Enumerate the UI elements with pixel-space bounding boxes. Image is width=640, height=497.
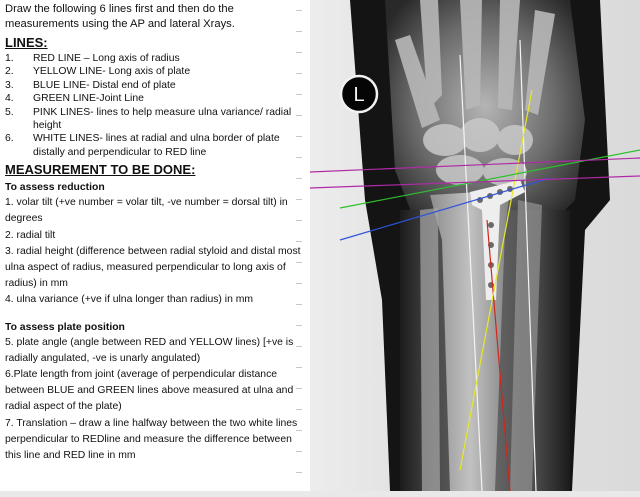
intro-text: Draw the following 6 lines first and then do the measurements using the AP and lateral Xrays.	[5, 3, 235, 30]
instructions-panel	[5, 2, 305, 464]
list-item-number: 6.	[5, 133, 14, 145]
lines-list	[5, 52, 305, 159]
side-marker-label: L	[353, 84, 365, 106]
list-item	[5, 92, 305, 105]
wrist-xray-image	[310, 0, 640, 491]
lines-heading: LINES:	[5, 35, 48, 50]
reduction-item: 4. ulna variance (+ve if ulna longer than radius) in mm	[5, 294, 254, 306]
list-item-text: RED LINE – Long axis of radius	[33, 53, 180, 64]
reduction-item: 2. radial tilt	[5, 229, 56, 241]
plate-item: 7. Translation – draw a line halfway between the two white lines perpendicular to REDline and measure the difference between this line and RED line in mm	[5, 417, 298, 462]
xray-svg	[310, 0, 640, 491]
list-item-number: 3.	[5, 79, 14, 91]
list-item	[5, 106, 305, 133]
list-item-text: YELLOW LINE- Long axis of plate	[33, 66, 191, 78]
list-item	[5, 79, 305, 92]
list-item-text: WHITE LINES- lines at radial and ulna border of plate distally and perpendicular to RED line	[33, 133, 280, 158]
list-item	[5, 52, 305, 65]
list-item-text: GREEN LINE-Joint Line	[33, 93, 144, 105]
list-item-number: 4.	[5, 93, 14, 105]
plate-item: 6.Plate length from joint (average of perpendicular distance between BLUE and GREEN lines above measured at ulna and radial aspect of the plate)	[5, 369, 294, 413]
side-marker	[341, 76, 377, 112]
list-item-number: 2.	[5, 66, 14, 78]
list-item-number: 5.	[5, 106, 14, 118]
list-item	[5, 65, 305, 78]
reduction-heading: To assess reduction	[5, 182, 105, 194]
reduction-item: 3. radial height (difference between radial styloid and distal most ulna aspect of radius, measured perpendicular to long axis of radius) in mm	[5, 245, 301, 290]
plate-item: 5. plate angle (angle between RED and YELLOW lines) [+ve is radially angulated, -ve is unarly angulated)	[5, 336, 294, 364]
list-item-number: 1.	[5, 53, 14, 64]
measurement-heading: MEASUREMENT TO BE DONE:	[5, 162, 196, 178]
margin-ruler	[296, 0, 306, 497]
reduction-item: 1. volar tilt (+ve number = volar tilt, -ve number = dorsal tilt) in degrees	[5, 197, 288, 225]
plate-heading: To assess plate position	[5, 321, 125, 333]
list-item	[5, 132, 305, 159]
bottom-strip	[0, 491, 640, 497]
list-item-text: PINK LINES- lines to help measure ulna variance/ radial height	[33, 106, 292, 132]
list-item-text: BLUE LINE- Distal end of plate	[33, 79, 176, 91]
